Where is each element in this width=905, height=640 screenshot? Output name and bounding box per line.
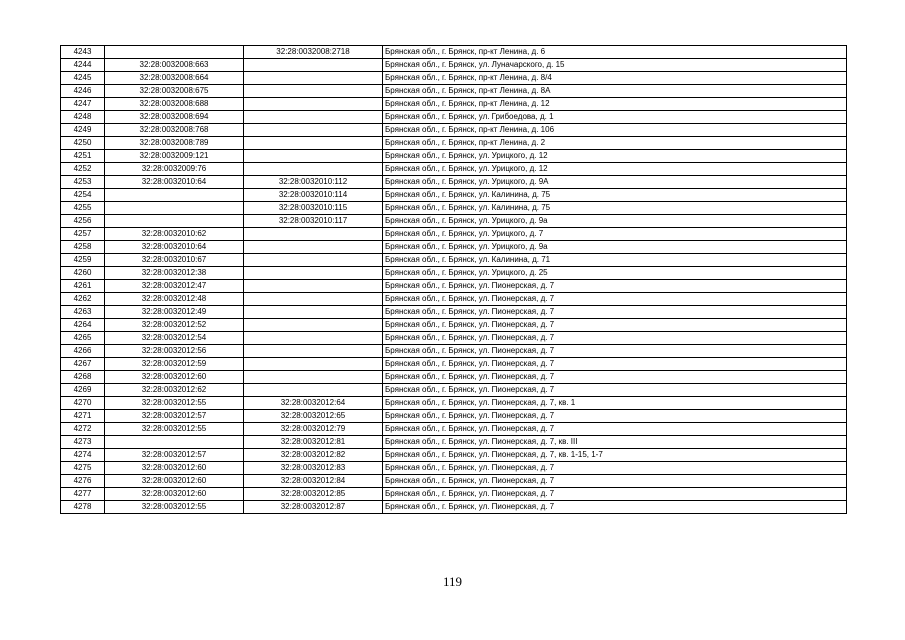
table-row: [61, 410, 847, 423]
row-number-cell: 4251: [61, 150, 105, 163]
cadastral-number-cell: 32:28:0032009:121: [105, 150, 244, 163]
table-row: [61, 150, 847, 163]
row-number-cell: 4261: [61, 280, 105, 293]
address-cell: Брянская обл., г. Брянск, ул. Калинина, д. 75: [383, 202, 847, 215]
cadastral-number-cell: 32:28:0032012:59: [105, 358, 244, 371]
related-cadastral-number-cell: [244, 306, 383, 319]
cadastral-number-cell: 32:28:0032012:54: [105, 332, 244, 345]
address-cell: Брянская обл., г. Брянск, ул. Пионерская, д. 7: [383, 358, 847, 371]
table-row: [61, 111, 847, 124]
row-number-cell: 4277: [61, 488, 105, 501]
related-cadastral-number-cell: 32:28:0032012:84: [244, 475, 383, 488]
cadastral-number-cell: 32:28:0032012:62: [105, 384, 244, 397]
cadastral-number-cell: 32:28:0032012:47: [105, 280, 244, 293]
table-row: [61, 384, 847, 397]
table-row: [61, 436, 847, 449]
row-number-cell: 4264: [61, 319, 105, 332]
address-cell: Брянская обл., г. Брянск, ул. Урицкого, д. 7: [383, 228, 847, 241]
row-number-cell: 4249: [61, 124, 105, 137]
table-row: [61, 59, 847, 72]
related-cadastral-number-cell: [244, 293, 383, 306]
address-cell: Брянская обл., г. Брянск, пр-кт Ленина, д. 12: [383, 98, 847, 111]
address-cell: Брянская обл., г. Брянск, ул. Пионерская, д. 7: [383, 501, 847, 514]
related-cadastral-number-cell: 32:28:0032012:85: [244, 488, 383, 501]
related-cadastral-number-cell: [244, 241, 383, 254]
related-cadastral-number-cell: 32:28:0032010:117: [244, 215, 383, 228]
row-number-cell: 4274: [61, 449, 105, 462]
cadastral-number-cell: 32:28:0032012:60: [105, 462, 244, 475]
cadastral-number-cell: [105, 215, 244, 228]
address-cell: Брянская обл., г. Брянск, ул. Пионерская, д. 7, кв. III: [383, 436, 847, 449]
row-number-cell: 4257: [61, 228, 105, 241]
address-cell: Брянская обл., г. Брянск, пр-кт Ленина, д. 8/4: [383, 72, 847, 85]
related-cadastral-number-cell: [244, 384, 383, 397]
address-cell: Брянская обл., г. Брянск, ул. Грибоедова, д. 1: [383, 111, 847, 124]
related-cadastral-number-cell: 32:28:0032012:65: [244, 410, 383, 423]
related-cadastral-number-cell: 32:28:0032010:115: [244, 202, 383, 215]
address-cell: Брянская обл., г. Брянск, пр-кт Ленина, д. 6: [383, 46, 847, 59]
related-cadastral-number-cell: 32:28:0032012:82: [244, 449, 383, 462]
table-row: [61, 98, 847, 111]
row-number-cell: 4247: [61, 98, 105, 111]
table-row: [61, 475, 847, 488]
related-cadastral-number-cell: 32:28:0032012:83: [244, 462, 383, 475]
row-number-cell: 4254: [61, 189, 105, 202]
cadastral-number-cell: 32:28:0032012:49: [105, 306, 244, 319]
table-row: [61, 163, 847, 176]
registry-table: [60, 45, 847, 514]
related-cadastral-number-cell: [244, 332, 383, 345]
cadastral-number-cell: 32:28:0032008:664: [105, 72, 244, 85]
address-cell: Брянская обл., г. Брянск, пр-кт Ленина, д. 2: [383, 137, 847, 150]
table-row: [61, 371, 847, 384]
related-cadastral-number-cell: [244, 163, 383, 176]
address-cell: Брянская обл., г. Брянск, пр-кт Ленина, д. 106: [383, 124, 847, 137]
table-row: [61, 488, 847, 501]
table-row: [61, 462, 847, 475]
table-row: [61, 215, 847, 228]
row-number-cell: 4270: [61, 397, 105, 410]
address-cell: Брянская обл., г. Брянск, ул. Пионерская, д. 7: [383, 384, 847, 397]
table-body: [61, 46, 847, 514]
table-row: [61, 202, 847, 215]
row-number-cell: 4245: [61, 72, 105, 85]
related-cadastral-number-cell: 32:28:0032010:112: [244, 176, 383, 189]
address-cell: Брянская обл., г. Брянск, ул. Урицкого, д. 25: [383, 267, 847, 280]
address-cell: Брянская обл., г. Брянск, ул. Пионерская, д. 7: [383, 280, 847, 293]
related-cadastral-number-cell: [244, 85, 383, 98]
cadastral-number-cell: 32:28:0032012:60: [105, 488, 244, 501]
cadastral-number-cell: 32:28:0032008:768: [105, 124, 244, 137]
cadastral-number-cell: 32:28:0032012:60: [105, 371, 244, 384]
address-cell: Брянская обл., г. Брянск, ул. Пионерская, д. 7: [383, 371, 847, 384]
row-number-cell: 4248: [61, 111, 105, 124]
cadastral-number-cell: 32:28:0032012:60: [105, 475, 244, 488]
row-number-cell: 4275: [61, 462, 105, 475]
row-number-cell: 4260: [61, 267, 105, 280]
address-cell: Брянская обл., г. Брянск, ул. Пионерская, д. 7: [383, 488, 847, 501]
address-cell: Брянская обл., г. Брянск, ул. Урицкого, д. 12: [383, 163, 847, 176]
cadastral-number-cell: 32:28:0032012:55: [105, 423, 244, 436]
cadastral-number-cell: 32:28:0032012:57: [105, 449, 244, 462]
row-number-cell: 4246: [61, 85, 105, 98]
related-cadastral-number-cell: [244, 72, 383, 85]
row-number-cell: 4255: [61, 202, 105, 215]
row-number-cell: 4263: [61, 306, 105, 319]
address-cell: Брянская обл., г. Брянск, ул. Пионерская, д. 7: [383, 423, 847, 436]
row-number-cell: 4266: [61, 345, 105, 358]
table-row: [61, 176, 847, 189]
cadastral-number-cell: [105, 202, 244, 215]
table-row: [61, 267, 847, 280]
address-cell: Брянская обл., г. Брянск, ул. Пионерская, д. 7: [383, 306, 847, 319]
address-cell: Брянская обл., г. Брянск, ул. Урицкого, д. 9а: [383, 241, 847, 254]
cadastral-number-cell: 32:28:0032008:694: [105, 111, 244, 124]
cadastral-number-cell: [105, 46, 244, 59]
table-row: [61, 423, 847, 436]
table-row: [61, 228, 847, 241]
cadastral-number-cell: 32:28:0032012:52: [105, 319, 244, 332]
row-number-cell: 4252: [61, 163, 105, 176]
table-row: [61, 46, 847, 59]
row-number-cell: 4250: [61, 137, 105, 150]
related-cadastral-number-cell: [244, 358, 383, 371]
related-cadastral-number-cell: [244, 254, 383, 267]
table-row: [61, 72, 847, 85]
row-number-cell: 4244: [61, 59, 105, 72]
related-cadastral-number-cell: [244, 228, 383, 241]
cadastral-number-cell: 32:28:0032010:64: [105, 176, 244, 189]
address-cell: Брянская обл., г. Брянск, ул. Пионерская, д. 7: [383, 319, 847, 332]
cadastral-number-cell: [105, 189, 244, 202]
table-row: [61, 293, 847, 306]
related-cadastral-number-cell: [244, 137, 383, 150]
address-cell: Брянская обл., г. Брянск, ул. Пионерская, д. 7: [383, 475, 847, 488]
row-number-cell: 4271: [61, 410, 105, 423]
address-cell: Брянская обл., г. Брянск, ул. Калинина, д. 71: [383, 254, 847, 267]
table-row: [61, 397, 847, 410]
row-number-cell: 4278: [61, 501, 105, 514]
table-row: [61, 85, 847, 98]
table-row: [61, 137, 847, 150]
related-cadastral-number-cell: 32:28:0032008:2718: [244, 46, 383, 59]
related-cadastral-number-cell: 32:28:0032010:114: [244, 189, 383, 202]
related-cadastral-number-cell: [244, 319, 383, 332]
address-cell: Брянская обл., г. Брянск, ул. Пионерская, д. 7, кв. 1-15, 1-7: [383, 449, 847, 462]
row-number-cell: 4259: [61, 254, 105, 267]
address-cell: Брянская обл., г. Брянск, ул. Урицкого, д. 9А: [383, 176, 847, 189]
table-row: [61, 254, 847, 267]
row-number-cell: 4265: [61, 332, 105, 345]
related-cadastral-number-cell: 32:28:0032012:81: [244, 436, 383, 449]
related-cadastral-number-cell: [244, 280, 383, 293]
row-number-cell: 4267: [61, 358, 105, 371]
address-cell: Брянская обл., г. Брянск, ул. Пионерская, д. 7, кв. 1: [383, 397, 847, 410]
table-row: [61, 124, 847, 137]
table-row: [61, 358, 847, 371]
table-row: [61, 189, 847, 202]
address-cell: Брянская обл., г. Брянск, ул. Пионерская, д. 7: [383, 410, 847, 423]
related-cadastral-number-cell: 32:28:0032012:64: [244, 397, 383, 410]
cadastral-number-cell: 32:28:0032008:663: [105, 59, 244, 72]
related-cadastral-number-cell: [244, 124, 383, 137]
related-cadastral-number-cell: [244, 111, 383, 124]
cadastral-number-cell: 32:28:0032012:55: [105, 501, 244, 514]
table-row: [61, 306, 847, 319]
row-number-cell: 4253: [61, 176, 105, 189]
related-cadastral-number-cell: [244, 267, 383, 280]
address-cell: Брянская обл., г. Брянск, ул. Урицкого, д. 9а: [383, 215, 847, 228]
related-cadastral-number-cell: [244, 345, 383, 358]
row-number-cell: 4268: [61, 371, 105, 384]
row-number-cell: 4276: [61, 475, 105, 488]
row-number-cell: 4273: [61, 436, 105, 449]
related-cadastral-number-cell: [244, 98, 383, 111]
row-number-cell: 4258: [61, 241, 105, 254]
row-number-cell: 4243: [61, 46, 105, 59]
related-cadastral-number-cell: 32:28:0032012:79: [244, 423, 383, 436]
address-cell: Брянская обл., г. Брянск, ул. Урицкого, д. 12: [383, 150, 847, 163]
row-number-cell: 4256: [61, 215, 105, 228]
table-row: [61, 241, 847, 254]
cadastral-number-cell: 32:28:0032010:67: [105, 254, 244, 267]
row-number-cell: 4269: [61, 384, 105, 397]
cadastral-number-cell: 32:28:0032012:48: [105, 293, 244, 306]
address-cell: Брянская обл., г. Брянск, ул. Пионерская, д. 7: [383, 345, 847, 358]
table-row: [61, 280, 847, 293]
cadastral-number-cell: 32:28:0032010:64: [105, 241, 244, 254]
cadastral-number-cell: 32:28:0032008:675: [105, 85, 244, 98]
row-number-cell: 4262: [61, 293, 105, 306]
related-cadastral-number-cell: [244, 371, 383, 384]
row-number-cell: 4272: [61, 423, 105, 436]
cadastral-number-cell: 32:28:0032012:57: [105, 410, 244, 423]
related-cadastral-number-cell: [244, 150, 383, 163]
address-cell: Брянская обл., г. Брянск, ул. Калинина, д. 75: [383, 189, 847, 202]
related-cadastral-number-cell: [244, 59, 383, 72]
address-cell: Брянская обл., г. Брянск, ул. Луначарского, д. 15: [383, 59, 847, 72]
cadastral-number-cell: 32:28:0032008:789: [105, 137, 244, 150]
address-cell: Брянская обл., г. Брянск, ул. Пионерская, д. 7: [383, 462, 847, 475]
cadastral-number-cell: 32:28:0032009:76: [105, 163, 244, 176]
address-cell: Брянская обл., г. Брянск, ул. Пионерская, д. 7: [383, 293, 847, 306]
cadastral-number-cell: 32:28:0032012:55: [105, 397, 244, 410]
cadastral-number-cell: 32:28:0032010:62: [105, 228, 244, 241]
address-cell: Брянская обл., г. Брянск, пр-кт Ленина, д. 8А: [383, 85, 847, 98]
table-row: [61, 449, 847, 462]
related-cadastral-number-cell: 32:28:0032012:87: [244, 501, 383, 514]
address-cell: Брянская обл., г. Брянск, ул. Пионерская, д. 7: [383, 332, 847, 345]
cadastral-number-cell: 32:28:0032012:38: [105, 267, 244, 280]
table-row: [61, 501, 847, 514]
cadastral-number-cell: 32:28:0032012:56: [105, 345, 244, 358]
page-number: 119: [442, 574, 463, 589]
table-row: [61, 332, 847, 345]
cadastral-number-cell: 32:28:0032008:688: [105, 98, 244, 111]
table-row: [61, 319, 847, 332]
cadastral-number-cell: [105, 436, 244, 449]
table-row: [61, 345, 847, 358]
